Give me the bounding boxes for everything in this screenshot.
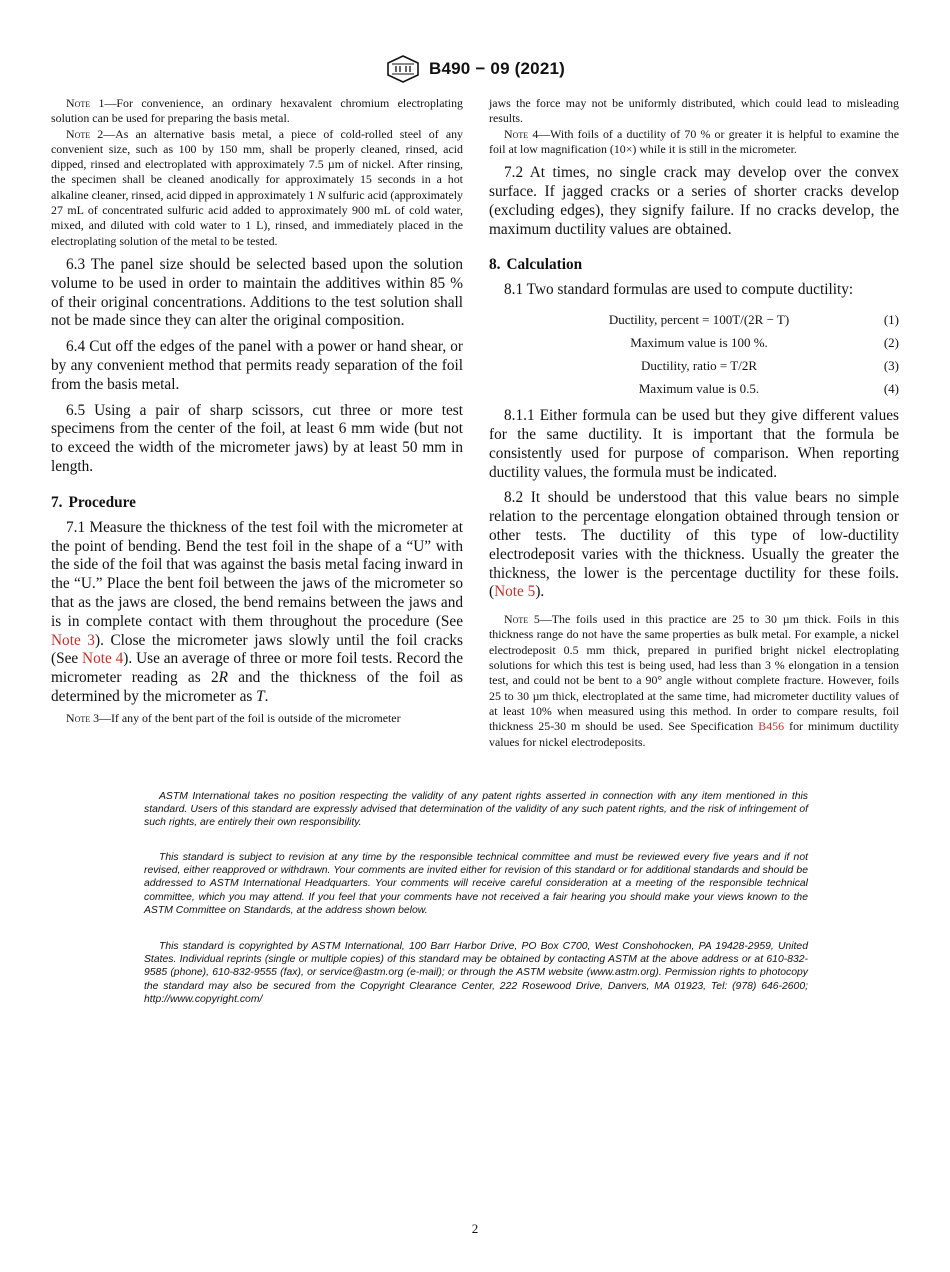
note-3: Note 3—If any of the bent part of the foil is outside of the micrometer [66, 710, 401, 725]
equation-3: Ductility, ratio = T/2R (3) [640, 357, 899, 373]
page-number: 2 [471, 1221, 479, 1236]
note-2: Note 2—As an alternative basis metal, a piece of cold-rolled steel of any convenient size, such as 100 by 150 mm, shall be properly cleaned, rinsed, acid dipped, rinsed and electroplated with approximately 7.5 µm of nickel. After rinsing, the specimen shall be cleaned anodically for approximately 15 seconds in a hot alkaline cleaner, rinsed, acid dipped in approximately 1 N sulfuric acid (approximately 27 mL of concentrated sulfuric acid added to approximately 900 mL of cold water, mixed, and diluted with cold water to 1 L), rinsed, and immediately placed in the electroplating solution of the metal to be tested. [51, 126, 463, 248]
note-3-continued: jaws the force may not be uniformly distributed, which could lead to misleading results. [489, 96, 899, 126]
patent-disclaimer: ASTM International takes no position respecting the validity of any patent rights asserted in connection with any item mentioned in this standard. Users of this standard are expressly advised that determination of the validity of any such patent rights, and the risk of infringement of such rights, are entirely their own responsibility. [144, 791, 808, 829]
paragraph-7-2: 7.2 At times, no single crack may develop over the convex surface. If jagged cracks or a series of shorter cracks develop (excluding edges), they signify failure. If no cracks develop, the maximum ductility values are obtained. [489, 164, 899, 238]
astm-logo-icon [385, 54, 421, 84]
paragraph-6-5: 6.5 Using a pair of sharp scissors, cut three or more test specimens from the center of the foil, at least 6 mm wide (but not to exceed the width of the micrometer jaws) by at least 50 mm in length. [51, 401, 463, 475]
equation-2: Maximum value is 100 %. (2) [630, 334, 899, 350]
section-8-heading: 8. Calculation [489, 256, 583, 274]
left-column [51, 96, 463, 726]
equations [489, 308, 899, 400]
paragraph-8-1-1: 8.1.1 Either formula can be used but they give different values for the same ductility. It is important that the formula be consistently used for purpose of comparison. When reporting ductility values, the formula must be indicated. [489, 407, 899, 481]
paragraph-8-2: 8.2 It should be understood that this value bears no simple relation to the percentage elongation obtained through tension or other tests. The ductility of this type of low-ductility electrodeposit varies with the thickness. Usually the greater the thickness, the lower is the percentage ductility for these foils. (Note 5). [489, 489, 899, 601]
section-7-heading: 7. Procedure [51, 493, 136, 511]
equation-4: Maximum value is 0.5. (4) [638, 380, 899, 396]
note-4: Note 4—With foils of a ductility of 70 % or greater it is helpful to examine the foil at low magnification (10×) while it is still in the micrometer. [489, 126, 899, 156]
note-5: Note 5—The foils used in this practice are 25 to 30 µm thick. Foils in this thickness range do not have the same properties as bulk metal. For example, a nickel electrodeposit 0.5 mm thick, prepared in purified bright nickel electroplating solutions for which this test is being used, had less than 3 % elongation in a tension test, and could not be bent to a 90° angle without complete fracture. However, foils 25 to 30 µm thick, electroplated at the same time, had micrometer ductility values of at least 10% when measured using this method. In order to compare results, foil thickness 25-30 m should be used. See Specification B456 for minimum ductility values for nickel electrodeposits. [489, 612, 899, 749]
paragraph-7-1: 7.1 Measure the thickness of the test foil with the micrometer at the point of bending. Bend the test foil in the shape of a “U” with the side of the foil that was against the basis metal facing inward in the “U.” Place the bent foil between the jaws of the micrometer so that as the jaws are closed, the bend remains between the jaws and is in complete contact with them throughout the procedure (See Note 3). Close the micrometer jaws slowly until the foil cracks (See Note 4). Use an average of three or more foil tests. Record the micrometer reading as 2R and the thickness of the foil as determined by the micrometer as T. [51, 518, 464, 705]
paragraph-6-3: 6.3 The panel size should be selected based upon the solution volume to be used in order to maintain the additives within 85 % of their original concentrations. Additions to the test solution shall not be made since they can alter the original composition. [51, 255, 463, 330]
page-header [0, 54, 950, 84]
copyright-notice: This standard is copyrighted by ASTM International, 100 Barr Harbor Drive, PO Box C700, West Conshohocken, PA 19428-2959, United States. Individual reprints (single or multiple copies) of this standard may be obtained by contacting ASTM at the above address or at 610-832-9585 (phone), 610-832-9555 (fax), or service@astm.org (e-mail); or through the ASTM website (www.astm.org). Permission rights to photocopy the standard may also be secured from the Copyright Clearance Center, 222 Rosewood Drive, Danvers, MA 01923, Tel: (978) 646-2600; http://www.copyright.com/ [144, 941, 808, 1005]
note-3-link[interactable]: Note 3 [51, 631, 95, 649]
document-designation: B490 − 09 (2021) [429, 59, 565, 78]
note-1: Note 1—For convenience, an ordinary hexavalent chromium electroplating solution can be used for preparing the basis metal. [51, 96, 463, 126]
revision-notice: This standard is subject to revision at any time by the responsible technical committee and must be reviewed every five years and if not revised, either reapproved or withdrawn. Your comments are invited either for revision of this standard or for additional standards and should be addressed to ASTM International Headquarters. Your comments will receive careful consideration at a meeting of the responsible technical committee, which you may attend. If you feel that your comments have not received a fair hearing you should make your views known to the ASTM Committee on Standards, at the address shown below. [144, 852, 808, 916]
b456-link[interactable]: B456 [758, 719, 785, 734]
paragraph-6-4: 6.4 Cut off the edges of the panel with a power or hand shear, or by any convenient method that permits ready separation of the foil from the basis metal. [51, 338, 463, 393]
right-column [489, 96, 899, 750]
note-5-link[interactable]: Note 5 [494, 583, 536, 601]
paragraph-8-1: 8.1 Two standard formulas are used to compute ductility: [504, 281, 854, 299]
equation-1: Ductility, percent = 100T/(2R − T) (1) [608, 311, 899, 327]
note-4-link[interactable]: Note 4 [82, 650, 124, 668]
